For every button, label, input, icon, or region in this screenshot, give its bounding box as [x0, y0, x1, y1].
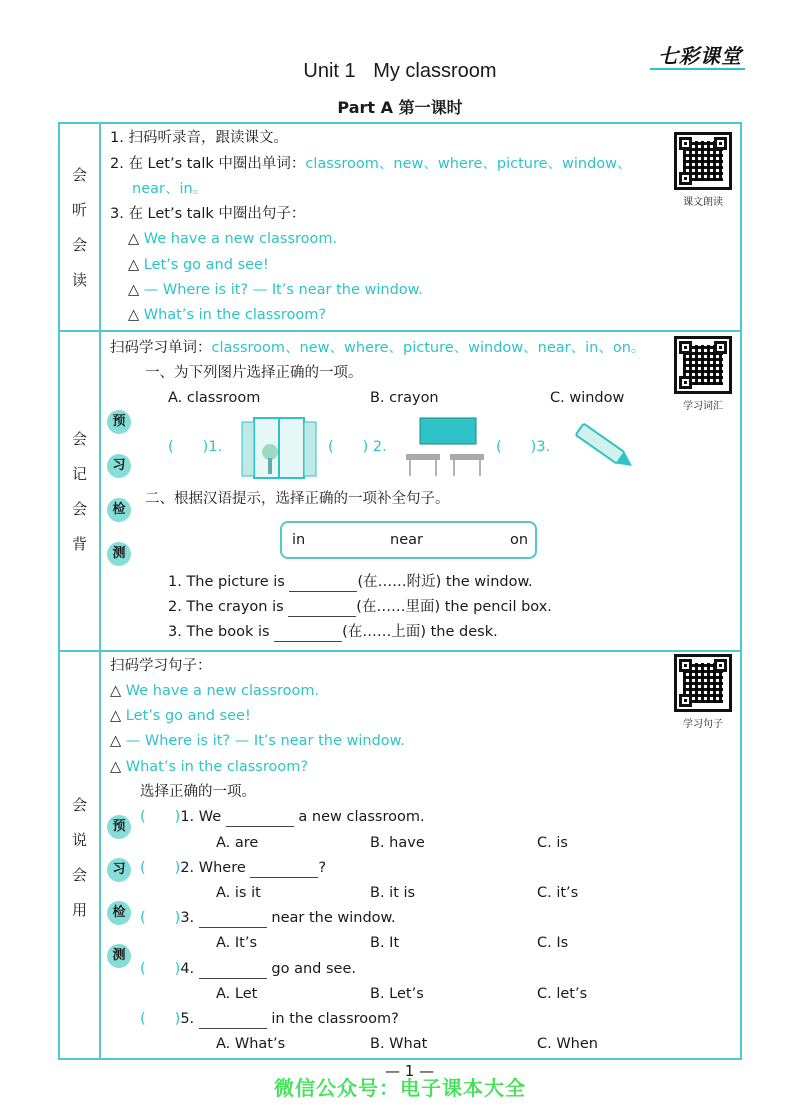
- classroom-picture-icon: [400, 414, 490, 480]
- section2-label: 会 记 会 背: [71, 430, 87, 553]
- option-a: A. classroom: [168, 390, 261, 406]
- answer-paren[interactable]: ( ): [140, 809, 181, 825]
- mc-question: ( )3. near the window.: [140, 910, 396, 926]
- mc-question: ( )1. We a new classroom.: [140, 809, 425, 825]
- answer-paren[interactable]: ( ): [140, 910, 181, 926]
- s1-sentence: △ We have a new classroom.: [128, 231, 338, 247]
- lesson-subtitle: Part A 第一课时: [337, 98, 463, 117]
- page-number: — 1 —: [385, 1062, 435, 1080]
- s3-sentence: △ — Where is it? — It’s near the window.: [110, 733, 405, 749]
- answer-blank[interactable]: [288, 601, 356, 617]
- answer-blank[interactable]: [199, 912, 267, 928]
- s1-item2: 2. 在 Let’s talk 中圈出单词：classroom、new、where、picture、window、: [110, 156, 632, 172]
- answer-blank[interactable]: [199, 1013, 267, 1029]
- unit-name: My classroom: [373, 60, 497, 82]
- mc-option[interactable]: A. is it: [216, 885, 261, 901]
- qr-label: 课文朗读: [683, 197, 723, 208]
- qr-label: 学习句子: [683, 719, 723, 730]
- unit-number: Unit 1: [303, 60, 356, 82]
- answer-paren[interactable]: ( ): [140, 1011, 181, 1027]
- answer-paren[interactable]: ( ): [140, 961, 181, 977]
- fill-sentence: 2. The crayon is (在……里面) the pencil box.: [168, 599, 552, 615]
- badge-preview: 预: [107, 815, 131, 839]
- wechat-watermark: 微信公众号：电子课本大全: [274, 1076, 526, 1100]
- mc-option[interactable]: B. it is: [370, 885, 416, 901]
- s2-q1-title: 一、为下列图片选择正确的一项。: [145, 365, 363, 381]
- mc-option[interactable]: A. Let: [216, 986, 258, 1002]
- word-bank-box: [280, 521, 537, 559]
- qr-label: 学习词汇: [683, 401, 723, 412]
- s3-scan: 扫码学习句子：: [110, 658, 212, 674]
- badge-preview: 习: [107, 858, 131, 882]
- answer-paren[interactable]: ( ) 2.: [328, 439, 387, 455]
- qr-code-icon[interactable]: [674, 336, 732, 394]
- badge-preview: 习: [107, 454, 131, 478]
- option-c: C. window: [550, 390, 625, 406]
- mc-option[interactable]: C. let’s: [537, 986, 588, 1002]
- section3-label: 会 说 会 用: [71, 796, 87, 919]
- answer-paren[interactable]: ( )3.: [496, 439, 551, 455]
- s2-q2-title: 二、根据汉语提示，选择正确的一项补全句子。: [145, 491, 450, 507]
- s1-item3: 3. 在 Let’s talk 中圈出句子：: [110, 206, 306, 222]
- fill-sentence: 3. The book is (在……上面) the desk.: [168, 624, 498, 640]
- section-divider-1: [58, 330, 742, 332]
- qr-code-icon[interactable]: [674, 654, 732, 712]
- badge-preview: 测: [107, 944, 131, 968]
- s3-sentence: △ We have a new classroom.: [110, 683, 320, 699]
- answer-blank[interactable]: [250, 862, 318, 878]
- mc-option[interactable]: C. Is: [537, 935, 569, 951]
- mc-option[interactable]: C. is: [537, 835, 568, 851]
- s3-sentence: △ Let’s go and see!: [110, 708, 251, 724]
- brand-underline: [650, 68, 745, 70]
- badge-preview: 预: [107, 410, 131, 434]
- crayon-picture-icon: [568, 418, 642, 476]
- mc-option[interactable]: B. have: [370, 835, 425, 851]
- mc-question: ( )4. go and see.: [140, 961, 356, 977]
- mc-option[interactable]: B. What: [370, 1036, 428, 1052]
- s3-choose-title: 选择正确的一项。: [140, 784, 256, 800]
- s1-item1: 1. 扫码听录音，跟读课文。: [110, 130, 288, 146]
- word-bank-item: near: [390, 532, 423, 548]
- badge-preview: 检: [107, 901, 131, 925]
- s1-sentence: △ What’s in the classroom?: [128, 307, 327, 323]
- section-divider-2: [58, 650, 742, 652]
- answer-blank[interactable]: [199, 963, 267, 979]
- s3-sentence: △ What’s in the classroom?: [110, 759, 309, 775]
- badge-preview: 测: [107, 542, 131, 566]
- mc-option[interactable]: A. are: [216, 835, 259, 851]
- answer-blank[interactable]: [274, 626, 342, 642]
- option-b: B. crayon: [370, 390, 439, 406]
- word-bank-item: in: [292, 532, 306, 548]
- mc-option[interactable]: A. What’s: [216, 1036, 286, 1052]
- mc-option[interactable]: C. it’s: [537, 885, 579, 901]
- answer-blank[interactable]: [289, 576, 357, 592]
- mc-question: ( )2. Where ?: [140, 860, 327, 876]
- mc-option[interactable]: A. It’s: [216, 935, 258, 951]
- s1-sentence: △ Let’s go and see!: [128, 257, 269, 273]
- s2-scan: 扫码学习单词：classroom、new、where、picture、window、near、in、on。: [110, 340, 646, 356]
- label-column-divider: [99, 122, 101, 1060]
- s1-item2-cont: near、in。: [132, 181, 208, 197]
- badge-preview: 检: [107, 498, 131, 522]
- mc-option[interactable]: B. It: [370, 935, 400, 951]
- brand-logo: 七彩课堂: [658, 44, 742, 68]
- answer-blank[interactable]: [226, 811, 294, 827]
- s1-sentence: △ — Where is it? — It’s near the window.: [128, 282, 423, 298]
- answer-paren[interactable]: ( ): [140, 860, 181, 876]
- mc-option[interactable]: C. When: [537, 1036, 598, 1052]
- mc-question: ( )5. in the classroom?: [140, 1011, 399, 1027]
- mc-option[interactable]: B. Let’s: [370, 986, 424, 1002]
- word-bank-item: on: [510, 532, 529, 548]
- answer-paren[interactable]: ( )1.: [168, 439, 223, 455]
- qr-code-icon[interactable]: [674, 132, 732, 190]
- fill-sentence: 1. The picture is (在……附近) the window.: [168, 574, 533, 590]
- section1-label: 会 听 会 读: [71, 166, 87, 289]
- window-picture-icon: [240, 412, 320, 482]
